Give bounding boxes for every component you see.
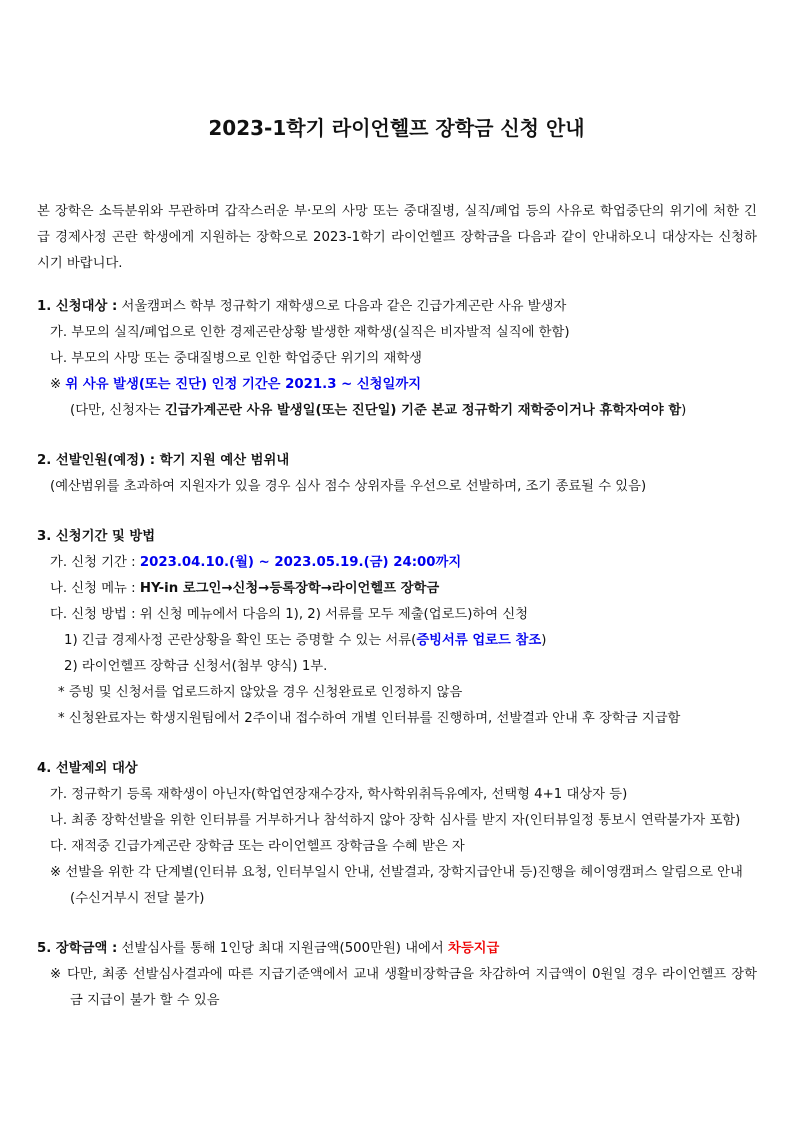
section-4-note-2: (수신거부시 전달 불가) <box>70 891 205 906</box>
section-5-highlight: 차등지급 <box>447 941 500 956</box>
note-mark: ※ <box>50 377 66 392</box>
section-3-menu <box>50 580 439 598</box>
menu-label: 나. 신청 메뉴 : <box>50 581 140 596</box>
section-1-line <box>37 298 566 316</box>
section-1-note <box>50 376 421 394</box>
section-4-item-a: 가. 정규학기 등록 재학생이 아닌자(학업연장재수강자, 학사학위취득유예자, 선택형 4+1 대상자 등) <box>50 787 628 802</box>
section-2-desc: (예산범위를 초과하여 지원자가 있을 경우 심사 점수 상위자를 우선으로 선발하며, 조기 종료될 수 있음) <box>50 479 647 494</box>
period-label: 가. 신청 기간 : <box>50 555 140 570</box>
section-5-note-1: ※ 다만, 최종 선발심사결과에 따른 지급기준액에서 교내 생활비장학금을 차감하여 지급액이 0원일 경우 라이언헬프 장학 <box>50 967 757 982</box>
section-1-item-b: 나. 부모의 사망 또는 중대질병으로 인한 학업중단 위기의 재학생 <box>50 351 423 366</box>
section-3-star-1: * 증빙 및 신청서를 업로드하지 않았을 경우 신청완료로 인정하지 않음 <box>58 685 463 700</box>
note-2-prefix: (다만, 신청자는 <box>70 403 165 418</box>
page-title: 2023-1학기 라이언헬프 장학금 신청 안내 <box>208 116 585 140</box>
doc-1-prefix: 1) 긴급 경제사정 곤란상황을 확인 또는 증명할 수 있는 서류( <box>64 633 417 648</box>
section-4-heading: 4. 선발제외 대상 <box>37 761 138 776</box>
section-3-doc-2: 2) 라이언헬프 장학금 신청서(첨부 양식) 1부. <box>64 659 328 674</box>
section-3-star-2: * 신청완료자는 학생지원팀에서 2주이내 접수하여 개별 인터뷰를 진행하며, 선발결과 안내 후 장학금 지급함 <box>58 711 681 726</box>
section-1-heading: 1. 신청대상 : <box>37 299 118 314</box>
section-1-note-highlight: 위 사유 발생(또는 진단) 인정 기간은 2021.3 ~ 신청일까지 <box>65 377 422 392</box>
section-5-heading: 5. 장학금액 : <box>37 941 118 956</box>
intro-line-2: 급 경제사정 곤란 학생에게 지원하는 장학으로 2023-1학기 라이언헬프 장학금을 다음과 같이 안내하오니 대상자는 신청하 <box>37 230 757 245</box>
section-3-period <box>50 554 461 572</box>
section-3-doc-1 <box>64 632 546 650</box>
intro-line-3: 시기 바랍니다. <box>37 256 123 271</box>
section-4-item-b: 나. 최종 장학선발을 위한 인터뷰를 거부하거나 참석하지 않아 장학 심사를 받지 자(인터뷰일정 통보시 연락불가자 포함) <box>50 813 741 828</box>
section-1-item-a: 가. 부모의 실직/폐업으로 인한 경제곤란상황 발생한 재학생(실직은 비자발적 실직에 한함) <box>50 325 570 340</box>
section-1-desc: 서울캠퍼스 학부 정규학기 재학생으로 다음과 같은 긴급가계곤란 사유 발생자 <box>117 299 567 314</box>
note-2-suffix: ) <box>681 403 687 418</box>
doc-1-highlight: 증빙서류 업로드 참조 <box>416 633 542 648</box>
note-2-bold: 긴급가계곤란 사유 발생일(또는 진단일) 기준 본교 정규학기 재학중이거나 휴학자여야 함 <box>164 403 682 418</box>
doc-1-suffix: ) <box>541 633 547 648</box>
section-3-method: 다. 신청 방법 : 위 신청 메뉴에서 다음의 1), 2) 서류를 모두 제출(업로드)하여 신청 <box>50 607 529 622</box>
section-1-note-2 <box>70 402 686 420</box>
period-value: 2023.04.10.(월) ~ 2023.05.19.(금) 24:00까지 <box>139 555 462 570</box>
section-3-heading: 3. 신청기간 및 방법 <box>37 529 156 544</box>
section-5-desc: 선발심사를 통해 1인당 최대 지원금액(500만원) 내에서 <box>117 941 448 956</box>
menu-value: HY-in 로그인→신청→등록장학→라이언헬프 장학금 <box>139 581 440 596</box>
section-5-line <box>37 940 499 958</box>
section-4-note-1: ※ 선발을 위한 각 단계별(인터뷰 요청, 인터부일시 안내, 선발결과, 장학지급안내 등)진행을 헤이영캠퍼스 알림으로 안내 <box>50 865 743 880</box>
section-2-heading: 2. 선발인원(예정) : 학기 지원 예산 범위내 <box>37 453 290 468</box>
section-5-note-2: 금 지급이 불가 할 수 있음 <box>70 993 220 1008</box>
section-4-item-c: 다. 재적중 긴급가계곤란 장학금 또는 라이언헬프 장학금을 수혜 받은 자 <box>50 839 465 854</box>
intro-line-1: 본 장학은 소득분위와 무관하며 갑작스러운 부·모의 사망 또는 중대질병, 실직/폐업 등의 사유로 학업중단의 위기에 처한 긴 <box>37 204 757 219</box>
